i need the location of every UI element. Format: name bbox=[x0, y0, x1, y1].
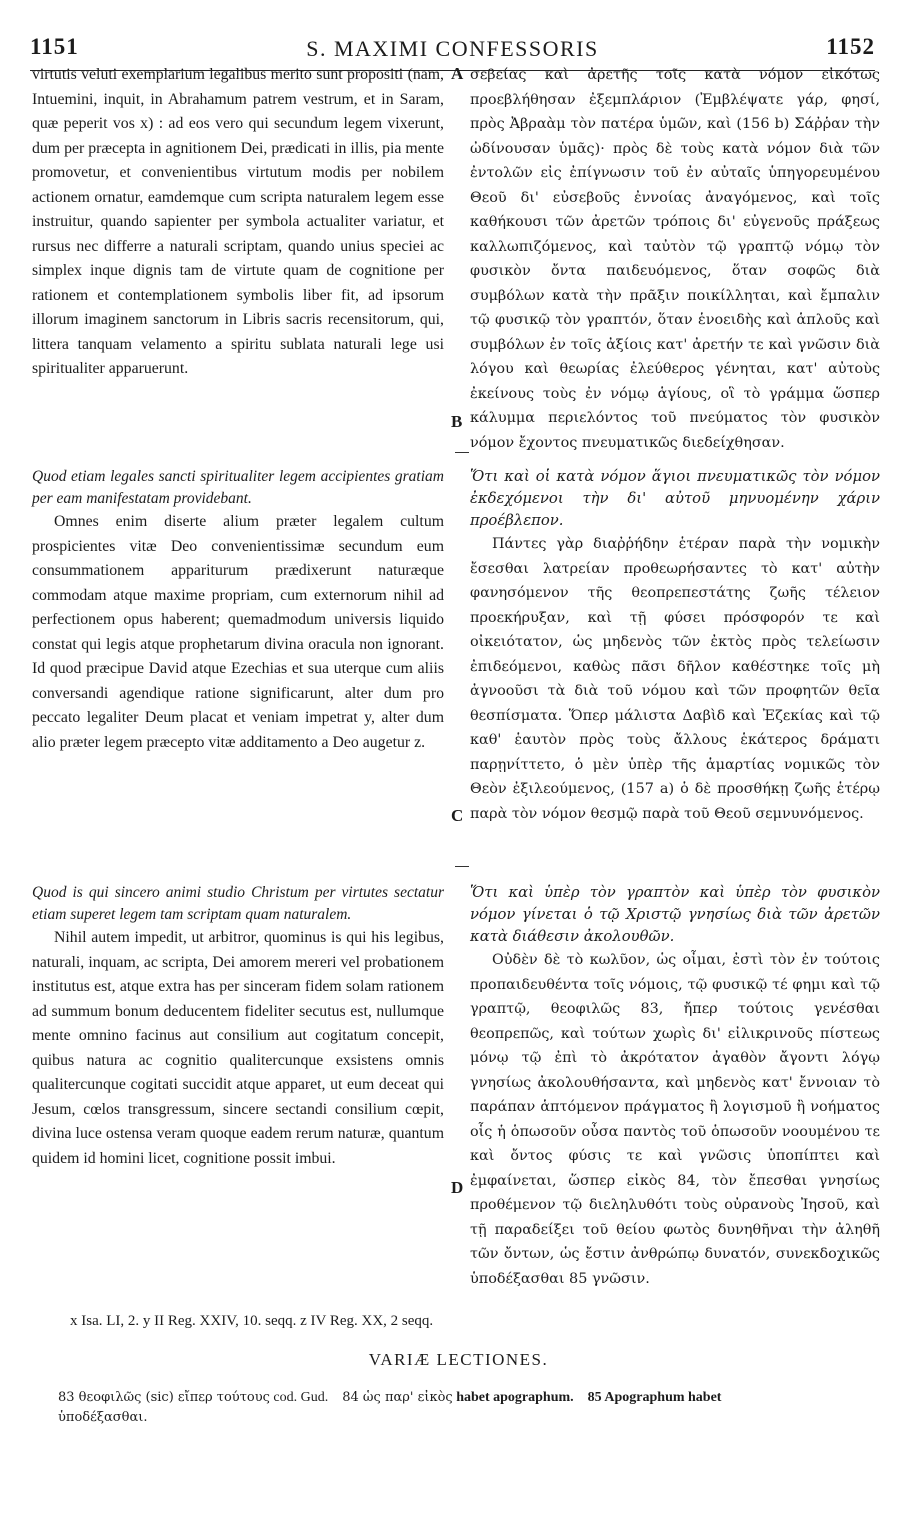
variae-lectiones-title: VARIÆ LECTIONES. bbox=[368, 1350, 549, 1369]
margin-marker-a: A bbox=[451, 64, 464, 83]
variant-83-greek: 83 θεοφιλῶς (sic) εἴπερ τούτους bbox=[58, 1390, 270, 1405]
margin-marker-d: D bbox=[451, 1178, 464, 1197]
greek-column-section-1 bbox=[470, 63, 880, 455]
latin-section-heading: Quod etiam legales sancti spiritualiter legem accipientes gratiam per eam manifestatam providebant. bbox=[32, 468, 444, 507]
greek-paragraph: Οὐδὲν δὲ τὸ κωλῦον, ὡς οἶμαι, ἐστὶ τὸν ἐν τούτοις προπαιδευθέντα τοῖς νόμοις, τῷ φυσικῷ τέ φημι καὶ τῷ γραπτῷ, θεοφιλῶς 83, ἤπερ τούτοις γενέσθαι θεοπρεπῶς, καὶ τούτων χωρὶς δι' εἰλικρινοῦς πίστεως μόνῳ τῷ ἐπὶ τὸ ἀκρότατον ἀγαθὸν ἄγοντι λόγῳ γνησίως ἀκολουθήσαντα, καὶ μηδενὸς κατ' ἔννοιαν τὸ παράπαν ἁπτόμενον πράγματος ἢ λογισμοῦ ἢ νοήματος οἷς ἡ ὁπωσοῦν οὖσα παντὸς τοῦ ὁπωσοῦν νοουμένου τε καὶ ὄντος φύσις τε καὶ γνῶσις ὑποπίπτει καὶ ἐμφαίνεται, ὥσπερ εἰκὸς 84, τὸν ἔπεσθαι γνησίως προθέμενον τῷ διεληλυθότι τοὺς οὐρανοὺς Ἰησοῦ, καὶ τῇ παραδείξει τοῦ θείου φωτὸς δυνηθῆναι τὴν ἀληθῆ τῶν ὄντων, ὡς ἔστιν ἀνθρώπῳ δυνατόν, συνεκδοχικῶς ὑποδέξασθαι 85 γνῶσιν. bbox=[470, 952, 880, 1287]
margin-marker-b: B bbox=[451, 412, 463, 431]
page-number-left: 1151 bbox=[30, 34, 79, 59]
latin-paragraph: Nihil autem impedit, ut arbitror, quominus is qui his legibus, naturali, inquam, ac scripta, Dei amorem mereri vel probationem institutus est, atque extra has per sinceram fidem solam rationem ad summum bonum deducentem fideliter secutus est, nullumque mente omnino facinus aut consilium aut cogitatum concepit, quibus natura ac cognitio qualitercunque exsistens omnis qualitercunque cogitati succidit atque apparet, ut eum deceat qui Jesum, cœlos transgressum, sincere sectandi consilium cœpit, divina luce ostensa veram quoque eadem rerum naturæ, quantum quidem id homini licet, cognitione possit imbui. bbox=[32, 929, 444, 1167]
variant-85-greek: ὑποδέξασθαι. bbox=[58, 1410, 148, 1425]
variant-83-source: cod. Gud. bbox=[273, 1390, 329, 1405]
margin-marker-c: C bbox=[451, 806, 464, 825]
greek-paragraph: σεβείας καὶ ἀρετῆς τοῖς κατὰ νόμον εἰκότως προεβλήθησαν ἐξεμπλάριον (Ἐμβλέψατε γάρ, φησί, πρὸς Ἀβραὰμ τὸν πατέρα ὑμῶν, καὶ (156 b) Σάῤῥαν τὴν ὠδίνουσαν ὑμᾶς)· πρὸς δὲ τοὺς κατὰ νόμον διὰ τῶν ἐντολῶν εἰς ἐπίγνωσιν τοῦ ἐν αὐταῖς ὑπηγορευμένου Θεοῦ δι' εὐσεβοῦς ἐννοίας ἀναγόμενος, καὶ τοῖς καθήκουσι τῶν ἀρετῶν τρόποις δι' εὐγενοῦς πράξεως καλλωπιζόμενος, καὶ ταὐτὸν τῷ γραπτῷ νόμῳ τὸν φυσικὸν ὄντα παιδευόμενος, ὅταν σοφῶς διὰ συμβόλων κατὰ τὴν πρᾶξιν ποικίλληται, καὶ ἔμπαλιν τῷ φυσικῷ τὸν γραπτόν, ὅταν ἑνοειδὴς καὶ ἁπλοῦς καὶ συμβόλων ἐν τοῖς ἀξίοις κατ' ἀρετήν τε καὶ γνῶσιν διὰ λόγου καὶ θεωρίας ἐλεύθερος γένηται, κατ' αὐτοὺς ἐκείνους τοὺς ἐν νόμῳ ἁγίους, οἳ τὸ γράμμα ὥσπερ κάλυμμα περιελόντος τοῦ πνεύματος τὸν φυσικὸν νόμον ἔχοντος πνευματικῶς διεδείχθησαν. bbox=[470, 67, 880, 451]
scripture-footnotes: x Isa. LI, 2. y II Reg. XXIV, 10. seqq. z IV Reg. XX, 2 seqq. bbox=[70, 1313, 434, 1329]
greek-column-section-3 bbox=[470, 882, 880, 1291]
variae-lectiones-notes bbox=[58, 1388, 872, 1428]
greek-section-heading: Ὅτι καὶ οἱ κατὰ νόμον ἅγιοι πνευματικῶς τὸν νόμον ἐκδεχόμενοι τὴν δι' αὐτοῦ μηνυομένην χάριν προέβλεπον. bbox=[470, 468, 880, 529]
latin-column-section-1 bbox=[32, 63, 444, 382]
latin-column-section-3 bbox=[32, 882, 444, 1171]
greek-column-section-2 bbox=[470, 466, 880, 826]
variant-84-greek: 84 ὡς παρ' εἰκὸς bbox=[342, 1390, 453, 1405]
latin-section-heading: Quod is qui sincero animi studio Christum per virtutes sectatur etiam superet legem tam scriptam quam naturalem. bbox=[32, 884, 444, 923]
variant-85-source: 85 Apographum habet bbox=[587, 1390, 722, 1405]
running-title: S. MAXIMI CONFESSORIS bbox=[306, 36, 599, 61]
latin-paragraph: virtutis veluti exemplarium legalibus merito sunt propositi (nam, Intuemini, inquit, in Abrahamum patrem vestrum, et in Saram, quæ peperit vos x) : ad eos vero qui secundum legem vixerunt, dum per præcepta in agnitionem Dei, prædicati in illis, pia mente promovetur, et convenientibus virtutum modis per nobilem actionem ornatur, eamdemque cum scripta naturalem legem esse instruitur, quando sapienter per symbola actualiter variatur, et rursus nec differre a naturali scriptam, quando unius speciei ac simplex inque dignis tam de virtute quam de cognitione per rationem et contemplationem symbolis liber fit, ad ipsorum illorum imaginem sanctorum in Libris sacris recensitorum, qui, littera tanquam velamento a spiritu sublata naturali lege usi spiritualiter apparuerunt. bbox=[32, 66, 444, 377]
separator-2 bbox=[455, 866, 469, 867]
page-number-right: 1152 bbox=[826, 34, 875, 59]
latin-column-section-2 bbox=[32, 466, 444, 755]
variant-84-source: habet apographum. bbox=[456, 1390, 574, 1405]
greek-paragraph: Πάντες γὰρ διαῤῥήδην ἑτέραν παρὰ τὴν νομικὴν ἔσεσθαι λατρείαν προθεωρήσαντες τὸ κατ' αὐτὴν φανησόμενον τῆς θεοπρεπεστάτης ζωῆς τέλειον προεκήρυξαν, καὶ τῇ φύσει πρόσφορόν τε καὶ οἰκειότατον, ὡς μηδενὸς τῶν ἐκτὸς πρὸς τελείωσιν ἐπιδεόμενοι, καθὼς πᾶσι δῆλον καθέστηκε τοῖς μὴ ἀγνοοῦσι τὰ διὰ τοῦ νόμου καὶ τῶν προφητῶν θεῖα θεσπίσματα. Ὅπερ μάλιστα Δαβὶδ καὶ Ἐζεκίας καὶ τῷ καθ' ἑαυτὸν πρὸς τοὺς ἄλλους ἑκάτερος δράματι παρῃνίττετο, ὁ μὲν ὑπὲρ τῆς ἁμαρτίας νομικῶς τὸν Θεὸν ἐξιλεούμενος, (157 a) ὁ δὲ προσθήκῃ ζωῆς ἑτέρῳ παρὰ τὸν νόμον θεσμῷ παρὰ τοῦ Θεοῦ σεμνυνόμενος. bbox=[470, 536, 880, 822]
separator-1 bbox=[455, 452, 469, 453]
latin-paragraph: Omnes enim diserte alium præter legalem cultum prospicientes vitæ Deo convenientissimæ secundum eum consummationem appariturum prædixerunt naturæque commodam atque maxime propriam, cum externorum nihil ad perfectionem opus haberent; quemadmodum universis liquido constat qui legis atque prophetarum divina oracula non ignorant. Id quod præcipue David atque Ezechias et sua uterque cum aliis conversandi agendique ratione significarunt, alter dum pro peccato legaliter Deum placat et veniam impetrat y, alter dum alio præter legem præcepto vitæ additamento a Deo augetur z. bbox=[32, 513, 444, 751]
greek-section-heading: Ὅτι καὶ ὑπὲρ τὸν γραπτὸν καὶ ὑπὲρ τὸν φυσικὸν νόμον γίνεται ὁ τῷ Χριστῷ γνησίως διὰ τῶν ἀρετῶν κατὰ διάθεσιν ἀκολουθῶν. bbox=[470, 884, 880, 945]
